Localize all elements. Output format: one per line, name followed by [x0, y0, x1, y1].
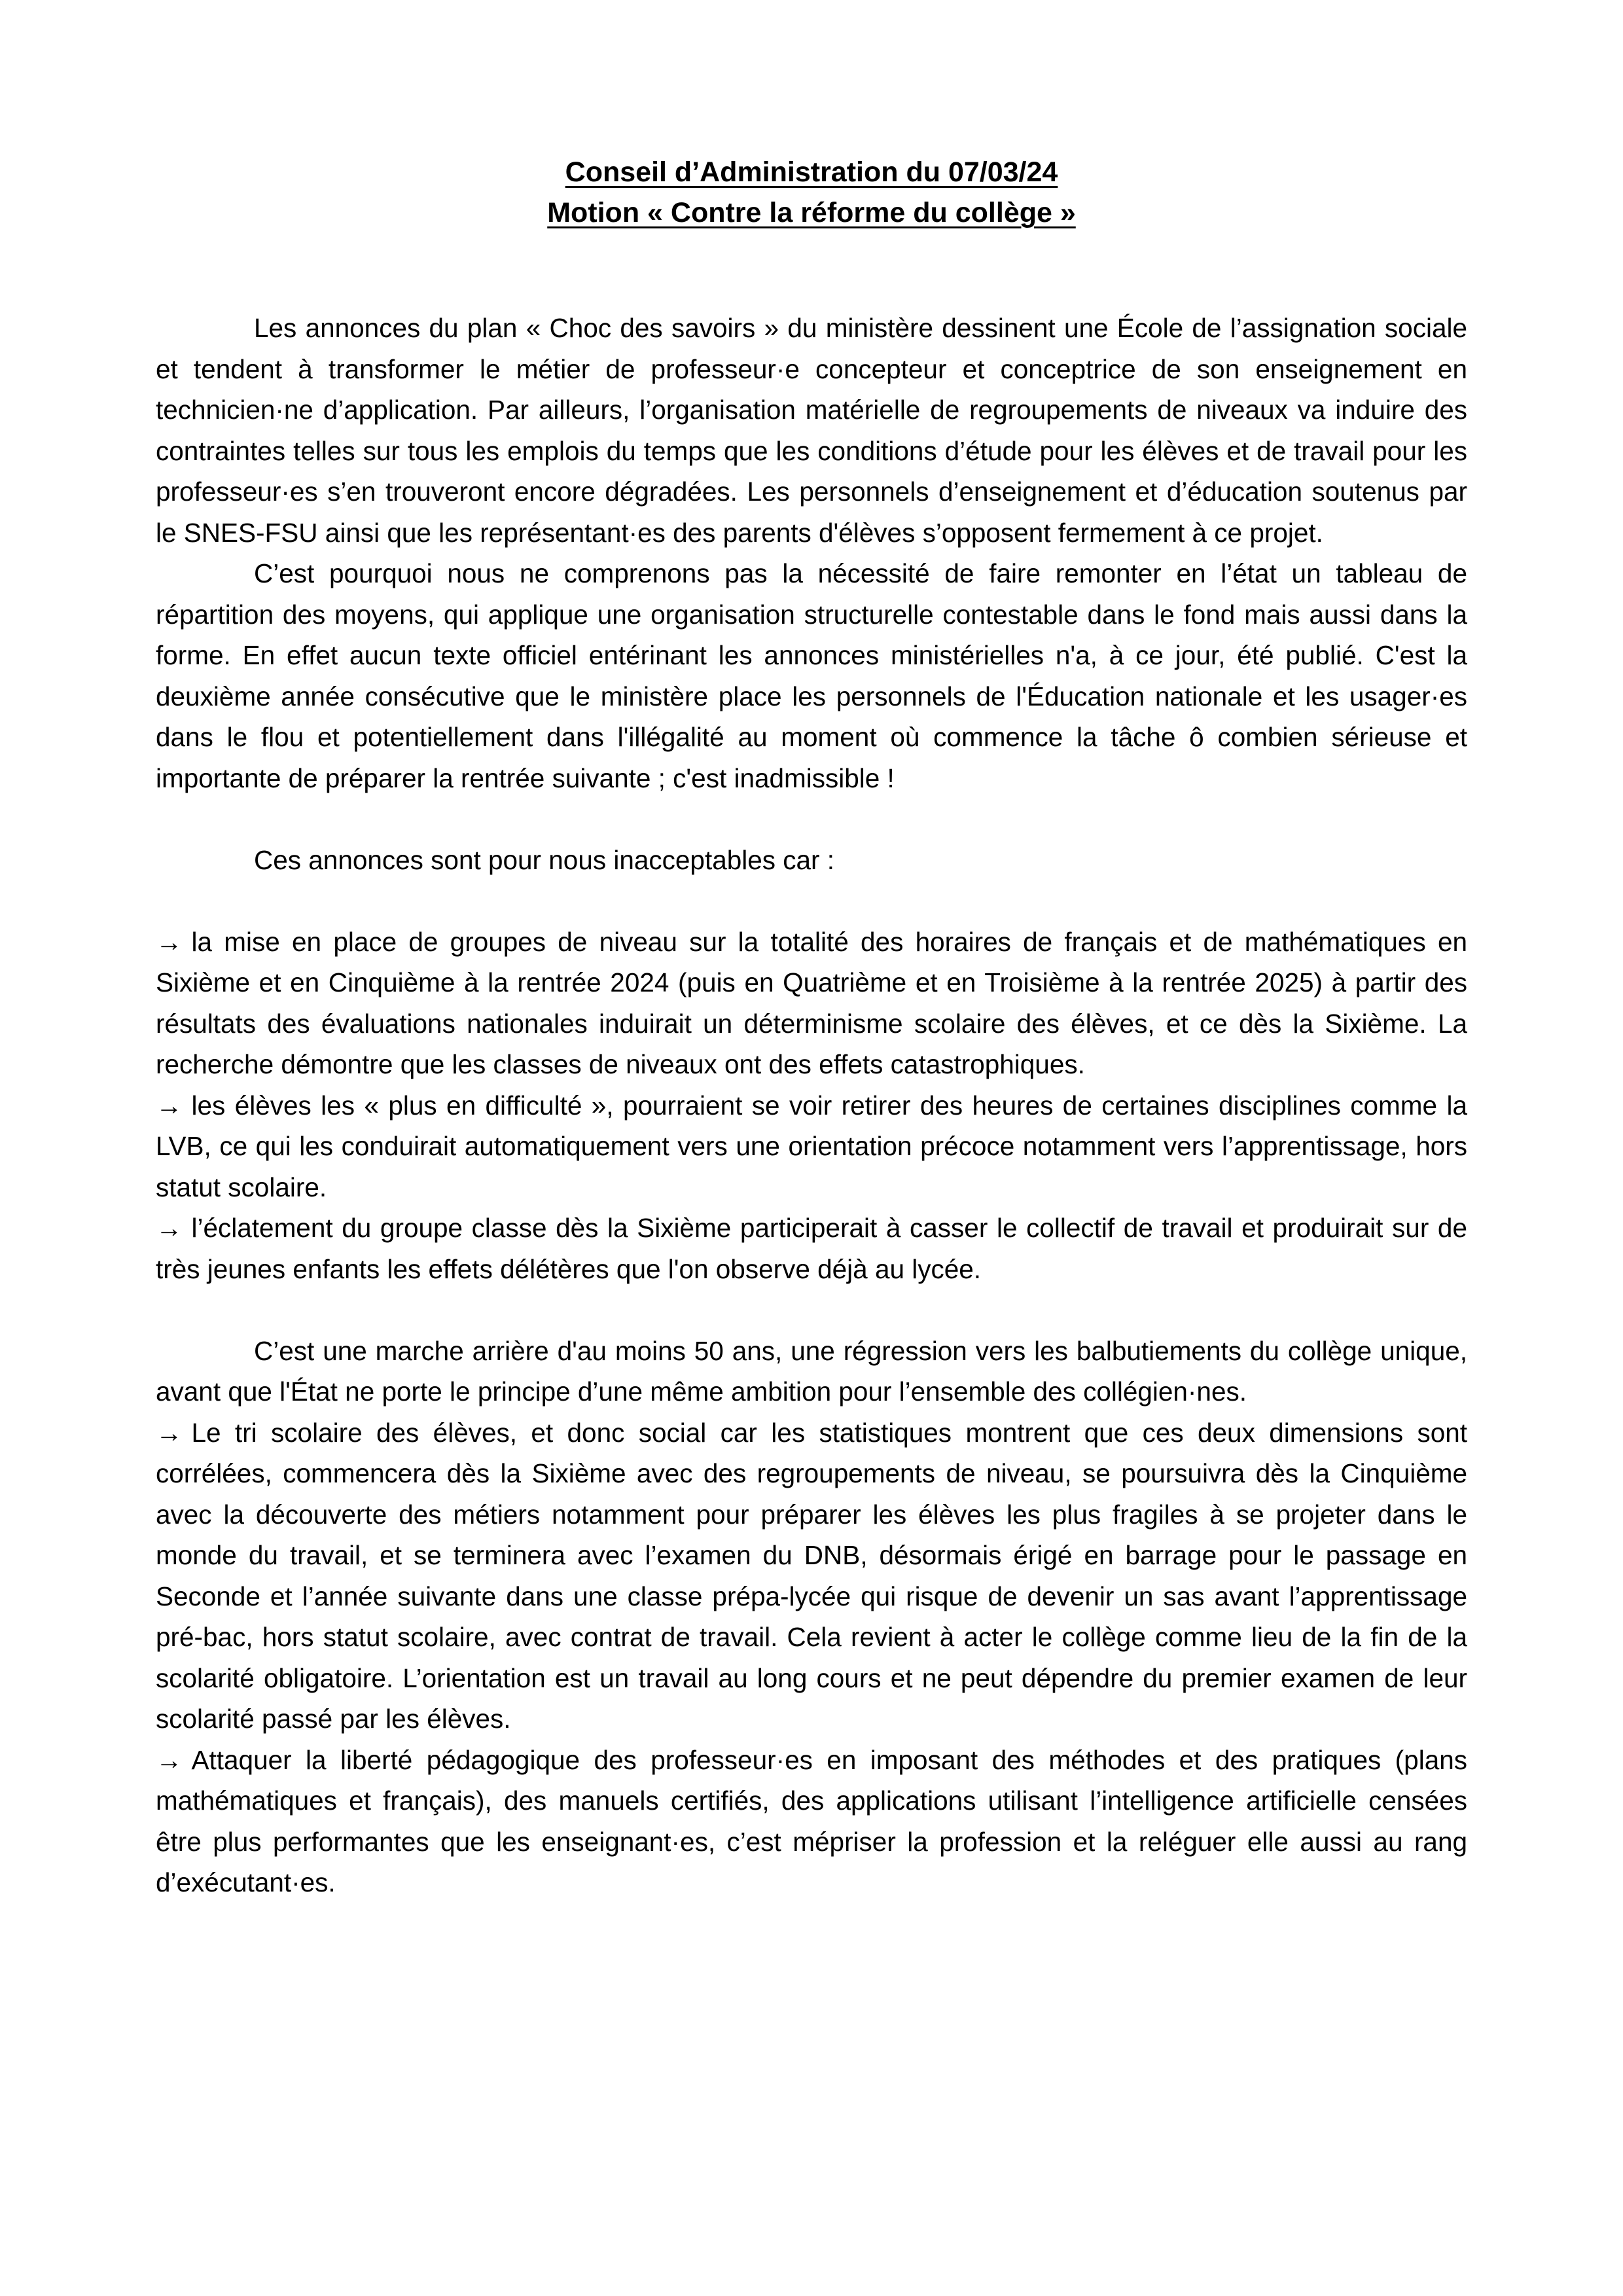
document-title: Conseil d’Administration du 07/03/24: [565, 156, 1058, 188]
paragraph-intro: Les annonces du plan « Choc des savoirs » du ministère dessinent une École de l’assignation sociale et tendent à transformer le métier de professeur·e concepteur et conceptrice de son enseignement en technicien·ne d’application. Par ailleurs, l’organisation matérielle de regroupements de niveaux va induire des contraintes telles sur tous les emplois du temps que les conditions d’étude pour les élèves et de travail pour les professeur·es s’en trouveront encore dégradées. Les personnels d’enseignement et d’éducation soutenus par le SNES-FSU ainsi que les représentant·es des parents d'élèves s’opposent fermement à ce projet.: [156, 313, 1467, 548]
bullet-text: l’éclatement du groupe classe dès la Sixième participerait à casser le collectif de travail et produirait sur de très jeunes enfants les effets délétères que l'on observe déjà au lycée.: [156, 1213, 1467, 1284]
arrow-icon: →: [156, 1090, 183, 1121]
document-body: [156, 308, 1467, 1903]
bullet-tri-scolaire: [156, 1412, 1467, 1740]
bullet-groupes-niveau: [156, 922, 1467, 1085]
bullet-text: Le tri scolaire des élèves, et donc social car les statistiques montrent que ces deux dimensions sont corrélées, commencera dès la Sixième avec des regroupements de niveau, se poursuivra dès la Cinquième avec la découverte des métiers notamment pour préparer les élèves les plus fragiles à se projeter dans le monde du travail, et se terminera avec l’examen du DNB, désormais érigé en barrage pour le passage en Seconde et l’année suivante dans une classe prépa-lycée qui risque de devenir un sas avant l’apprentissage pré-bac, hors statut scolaire, avec contrat de travail. Cela revient à acter le collège comme lieu de la fin de la scolarité obligatoire. L’orientation est un travail au long cours et ne peut dépendre du premier examen de leur scolarité passé par les élèves.: [156, 1417, 1467, 1734]
document-header: [156, 152, 1467, 233]
paragraph-marche-arriere: C’est une marche arrière d'au moins 50 ans, une régression vers les balbutiements du collège unique, avant que l'État ne porte le principe d’une même ambition pour l’ensemble des collégien·nes.: [156, 1335, 1467, 1407]
arrow-icon: →: [156, 1417, 183, 1448]
document-subtitle: Motion « Contre la réforme du collège »: [547, 197, 1076, 228]
bullet-text: Attaquer la liberté pédagogique des professeur·es en imposant des méthodes et des pratiques (plans mathématiques et français), des manuels certifiés, des applications utilisant l’intelligence artificielle censées être plus performantes que les enseignant·es, c’est mépriser la profession et la reléguer elle aussi au rang d’exécutant·es.: [156, 1744, 1467, 1897]
bullet-difficulte: [156, 1085, 1467, 1208]
arrow-icon: →: [156, 926, 183, 957]
paragraph-tableau: C’est pourquoi nous ne comprenons pas la nécessité de faire remonter en l’état un tableau de répartition des moyens, qui applique une organisation structurelle contestable dans le fond mais aussi dans la forme. En effet aucun texte officiel entérinant les annonces ministérielles n'a, à ce jour, été publié. C'est la deuxième année consécutive que le ministère place les personnels de l'Éducation nationale et les usager·es dans le flou et potentiellement dans l'illégalité au moment où commence la tâche ô combien sérieuse et importante de préparer la rentrée suivante ; c'est inadmissible !: [156, 558, 1467, 793]
bullet-groupe-classe: [156, 1208, 1467, 1289]
paragraph-inacceptables: Ces annonces sont pour nous inacceptables car :: [254, 844, 835, 875]
arrow-icon: →: [156, 1213, 183, 1243]
arrow-icon: →: [156, 1744, 183, 1775]
bullet-text: la mise en place de groupes de niveau sur la totalité des horaires de français et de mathématiques en Sixième et en Cinquième à la rentrée 2024 (puis en Quatrième et en Troisième à la rentrée 2025) à partir des résultats des évaluations nationales induirait un déterminisme scolaire des élèves, et ce dès la Sixième. La recherche démontre que les classes de niveaux ont des effets catastrophiques.: [156, 926, 1467, 1079]
bullet-text: les élèves les « plus en difficulté », pourraient se voir retirer des heures de certaines disciplines comme la LVB, ce qui les conduirait automatiquement vers une orientation précoce notamment vers l’apprentissage, hors statut scolaire.: [156, 1090, 1467, 1202]
bullet-liberte-pedagogique: [156, 1740, 1467, 1903]
